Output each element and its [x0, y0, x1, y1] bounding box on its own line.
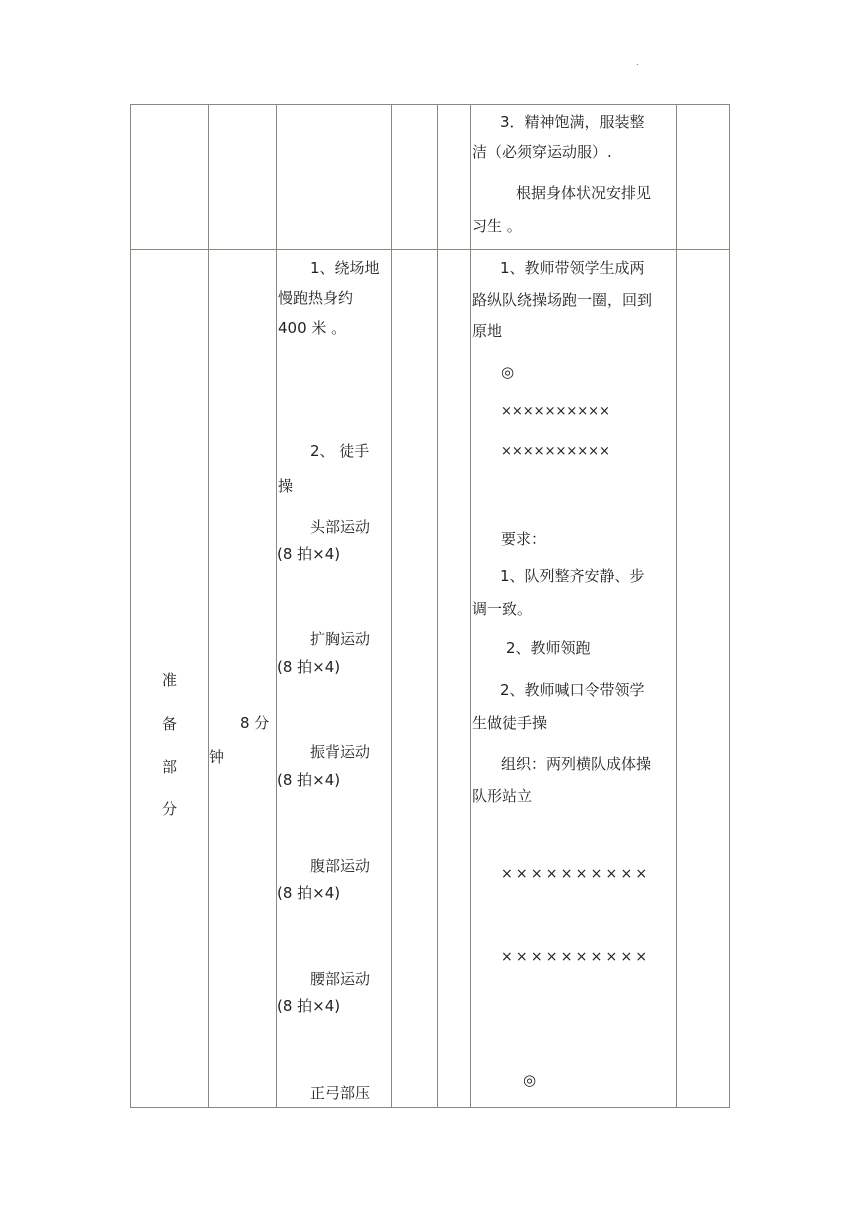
exercise-name: 振背运动 [310, 743, 371, 761]
part-label-char: 备 [162, 715, 178, 733]
col-border [729, 104, 730, 1108]
col-border [470, 104, 471, 1108]
formation-row: ×××××××××× [501, 866, 651, 882]
content-item: 2、 徒手 [310, 442, 370, 460]
note-line: 习生 。 [472, 217, 522, 235]
exercise-name: 扩胸运动 [310, 630, 371, 648]
part-label-char: 准 [162, 671, 178, 689]
exercise-name: 腹部运动 [310, 857, 371, 875]
requirement-line: 调一致。 [472, 600, 533, 618]
formation-row: ×××××××××× [501, 949, 651, 965]
note-line: 根据身体状况安排见 [516, 184, 652, 202]
teacher-position-symbol: ◎ [523, 1071, 537, 1089]
method-line: 路纵队绕操场跑一圈，回到 [472, 291, 653, 309]
content-item: 正弓部压 [310, 1084, 371, 1102]
requirement-line: 生做徒手操 [472, 714, 548, 732]
part-label-char: 部 [162, 758, 178, 776]
requirement-line: 1、队列整齐安静、步 [500, 567, 645, 585]
exercise-beats: (8 拍×4) [277, 884, 341, 902]
exercise-beats: (8 拍×4) [277, 997, 341, 1015]
header-dot: . [636, 58, 639, 67]
exercise-name: 头部运动 [310, 518, 371, 536]
content-item: 400 米 。 [278, 319, 347, 337]
requirement-line: 2、教师领跑 [506, 639, 591, 657]
requirement-line: 洁（必须穿运动服）. [472, 143, 612, 161]
formation-row: ×××××××××× [501, 444, 610, 459]
content-item: 慢跑热身约 [278, 289, 354, 307]
col-border [276, 104, 277, 1108]
teacher-position-symbol: ◎ [501, 363, 515, 381]
col-border [130, 104, 131, 1108]
col-border [437, 104, 438, 1108]
requirement-line: 2、教师喊口令带领学 [500, 681, 645, 699]
table-bottom-border [130, 1107, 730, 1108]
organization-line: 队形站立 [472, 787, 533, 805]
requirement-line: 3．精神饱满，服装整 [500, 113, 645, 131]
exercise-name: 腰部运动 [310, 970, 371, 988]
time-label: 8 分 [240, 714, 270, 732]
exercise-beats: (8 拍×4) [277, 771, 341, 789]
col-border [391, 104, 392, 1108]
row-divider [130, 249, 730, 250]
requirement-title: 要求： [501, 530, 547, 548]
content-item: 1、绕场地 [310, 259, 380, 277]
table-top-border [130, 104, 730, 105]
method-line: 1、教师带领学生成两 [500, 259, 645, 277]
exercise-beats: (8 拍×4) [277, 658, 341, 676]
col-border [676, 104, 677, 1108]
col-border [208, 104, 209, 1108]
formation-row: ×××××××××× [501, 404, 610, 419]
organization-line: 组织：两列横队成体操 [501, 755, 652, 773]
exercise-beats: (8 拍×4) [277, 545, 341, 563]
content-item: 操 [278, 477, 294, 495]
part-label-char: 分 [162, 800, 178, 818]
method-line: 原地 [472, 322, 503, 340]
time-label: 钟 [209, 748, 225, 766]
